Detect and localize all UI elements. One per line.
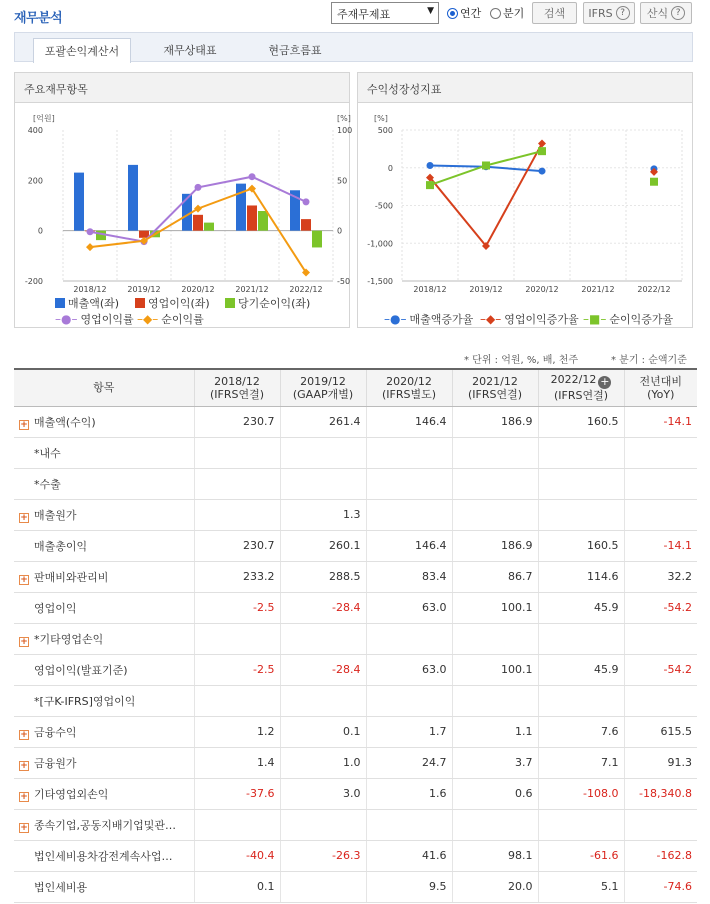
table-row [14, 778, 697, 809]
y-tick-label: 0 [387, 163, 393, 173]
y-tick-label: -1,500 [367, 277, 393, 286]
table-row [14, 654, 697, 685]
tab-income-statement[interactable]: 포괄손익계산서 [33, 38, 131, 63]
value-cell [280, 871, 366, 902]
value-cell: 20.0 [452, 871, 538, 902]
value-cell: -2.5 [194, 592, 280, 623]
row-label: *기타영업손익 [34, 632, 104, 646]
x-tick-label: 2019/12 [469, 285, 503, 294]
value-cell: -28.4 [280, 592, 366, 623]
y-tick-label: -1,000 [367, 239, 393, 249]
row-label: 법인세비용차감전계속사업… [34, 849, 173, 863]
income-statement-table [14, 368, 697, 903]
expand-icon[interactable]: + [20, 636, 28, 647]
value-cell [452, 437, 538, 468]
value-cell [366, 468, 452, 499]
legend-label: 순이익률 [161, 313, 204, 326]
value-cell: 186.9 [452, 406, 538, 437]
value-cell [194, 809, 280, 840]
ifrs-label: IFRS [588, 6, 613, 20]
legend-label: 당기순이익(좌) [238, 297, 311, 310]
circle-marker-icon: –●– [55, 312, 78, 326]
value-cell [538, 437, 624, 468]
value-cell: -26.3 [280, 840, 366, 871]
page-title: 재무분석 [14, 11, 63, 26]
legend-net-margin[interactable] [137, 311, 204, 327]
value-cell: 9.5 [366, 871, 452, 902]
value-cell: -54.2 [624, 654, 697, 685]
value-cell: -40.4 [194, 840, 280, 871]
value-cell: -74.6 [624, 871, 697, 902]
table-row [14, 747, 697, 778]
legend-net-income[interactable] [225, 295, 310, 311]
radio-quarter-label: 분기 [503, 7, 525, 20]
line-point [650, 178, 658, 186]
expand-icon[interactable]: + [20, 791, 28, 802]
legend-label: 영업이익증가율 [504, 313, 579, 326]
value-cell: 1.4 [194, 747, 280, 778]
statement-tabs [14, 32, 693, 62]
quarter-note: * 분기 : 순액기준 [611, 355, 687, 366]
bar-2 [312, 231, 322, 248]
formula-button[interactable] [640, 2, 692, 24]
line-series [430, 143, 542, 246]
line-point [482, 161, 490, 169]
bar-1 [247, 205, 257, 230]
value-cell [194, 437, 280, 468]
y-tick-label: 400 [27, 126, 43, 135]
chevron-down-icon: ▼ [427, 6, 434, 16]
report-type-select[interactable] [331, 2, 439, 24]
y2-tick-label: 50 [337, 176, 348, 186]
value-cell: 615.5 [624, 716, 697, 747]
expand-icon[interactable]: + [20, 822, 28, 833]
header-period [366, 369, 452, 406]
value-cell: 91.3 [624, 747, 697, 778]
value-cell [452, 623, 538, 654]
table-row [14, 561, 697, 592]
header-sublabel: (IFRS연결) [553, 389, 609, 403]
header-sublabel: (IFRS별도) [381, 387, 437, 401]
growth-chart [358, 104, 692, 328]
value-cell: 160.5 [538, 530, 624, 561]
bar-1 [301, 219, 311, 231]
value-cell [280, 468, 366, 499]
value-cell: 32.2 [624, 561, 697, 592]
x-tick-label: 2018/12 [73, 285, 107, 294]
value-cell [366, 437, 452, 468]
row-label-cell [14, 468, 194, 499]
formula-label: 산식 [646, 7, 669, 20]
header-label: 2019/12 [300, 374, 346, 388]
key-items-panel [14, 72, 353, 328]
value-cell: -14.1 [624, 406, 697, 437]
value-cell [366, 623, 452, 654]
bar-1 [193, 215, 203, 231]
help-icon: ? [616, 6, 630, 20]
y-tick-label: 0 [37, 226, 43, 236]
header-sublabel: (IFRS연결) [467, 387, 523, 401]
legend-revenue-growth[interactable] [384, 311, 473, 327]
header-period [194, 369, 280, 406]
expand-icon[interactable]: + [20, 574, 28, 585]
report-type-value: 주재무제표 [337, 8, 391, 21]
legend-label: 영업이익률 [80, 313, 134, 326]
bar-2 [258, 211, 268, 231]
row-label: *[구K-IFRS]영업이익 [34, 694, 136, 708]
growth-panel [357, 72, 693, 328]
legend-op-growth[interactable] [480, 311, 579, 327]
row-label: 법인세비용 [34, 880, 88, 894]
x-tick-label: 2021/12 [235, 285, 269, 294]
value-cell: 146.4 [366, 406, 452, 437]
value-cell: 63.0 [366, 592, 452, 623]
value-cell [538, 623, 624, 654]
key-items-title: 주요재무항목 [15, 73, 349, 103]
value-cell: 1.7 [366, 716, 452, 747]
table-row [14, 840, 697, 871]
row-label: 매출액(수익) [34, 415, 96, 429]
row-label-cell [14, 871, 194, 902]
row-label: 매출원가 [34, 508, 77, 522]
value-cell: 160.5 [538, 406, 624, 437]
bar-0 [128, 165, 138, 231]
help-icon: ? [671, 6, 685, 20]
value-cell [538, 499, 624, 530]
legend-net-growth[interactable] [583, 311, 673, 327]
value-cell: 45.9 [538, 592, 624, 623]
row-label-cell [14, 437, 194, 468]
value-cell [538, 809, 624, 840]
header-label: 항목 [93, 381, 115, 395]
table-row [14, 716, 697, 747]
top-bar [0, 0, 710, 30]
x-tick-label: 2019/12 [127, 285, 161, 294]
square-marker-icon: –■– [583, 312, 607, 326]
table-row [14, 623, 697, 654]
header-sublabel: (IFRS연결) [209, 387, 265, 401]
x-tick-label: 2022/12 [637, 285, 671, 294]
value-cell: 1.3 [280, 499, 366, 530]
row-label-cell [14, 530, 194, 561]
header-label: 2022/12 [550, 373, 597, 387]
value-cell: 45.9 [538, 654, 624, 685]
value-cell [452, 499, 538, 530]
table-row [14, 871, 697, 902]
header-item [14, 369, 194, 406]
value-cell: 7.1 [538, 747, 624, 778]
diamond-marker-icon: –◆– [480, 312, 502, 326]
value-cell: 0.1 [194, 871, 280, 902]
y2-axis-unit: [%] [337, 114, 351, 123]
value-cell [280, 437, 366, 468]
line-point [87, 228, 94, 235]
line-point [195, 184, 202, 191]
value-cell: 233.2 [194, 561, 280, 592]
table-row [14, 406, 697, 437]
value-cell: -2.5 [194, 654, 280, 685]
row-label: 금융수익 [34, 725, 77, 739]
value-cell: 83.4 [366, 561, 452, 592]
value-cell [194, 623, 280, 654]
value-cell: 230.7 [194, 530, 280, 561]
value-cell [538, 685, 624, 716]
y2-tick-label: 100 [337, 126, 353, 135]
row-label: 판매비와관리비 [34, 570, 109, 584]
bar-2 [204, 223, 214, 231]
value-cell [366, 499, 452, 530]
value-cell: -28.4 [280, 654, 366, 685]
header-label: 전년대비 [639, 374, 682, 388]
value-cell: 146.4 [366, 530, 452, 561]
table-row [14, 809, 697, 840]
x-tick-label: 2020/12 [181, 285, 215, 294]
line-point [303, 198, 310, 205]
value-cell: 114.6 [538, 561, 624, 592]
y-tick-label: -500 [374, 201, 393, 211]
value-cell: 1.1 [452, 716, 538, 747]
growth-title: 수익성장성지표 [358, 73, 692, 103]
value-cell: 260.1 [280, 530, 366, 561]
header-period [452, 369, 538, 406]
x-tick-label: 2021/12 [581, 285, 615, 294]
x-tick-label: 2018/12 [413, 285, 447, 294]
row-label-cell [14, 685, 194, 716]
y-tick-label: 200 [27, 176, 43, 186]
value-cell: -18,340.8 [624, 778, 697, 809]
expand-icon[interactable]: + [20, 760, 28, 771]
value-cell: 186.9 [452, 530, 538, 561]
value-cell: 86.7 [452, 561, 538, 592]
value-cell [366, 685, 452, 716]
radio-on-icon [447, 8, 458, 19]
y-tick-label: -200 [24, 277, 43, 286]
row-label: *내수 [34, 446, 61, 460]
line-point [86, 243, 94, 251]
value-cell: 100.1 [452, 592, 538, 623]
value-cell: -162.8 [624, 840, 697, 871]
line-point [538, 139, 546, 147]
value-cell: -61.6 [538, 840, 624, 871]
radio-annual-label: 연간 [460, 7, 482, 20]
header-label: 2018/12 [214, 374, 260, 388]
legend-swatch [135, 298, 145, 308]
value-cell: 230.7 [194, 406, 280, 437]
radio-off-icon [490, 8, 501, 19]
row-label-cell[interactable] [14, 561, 194, 592]
legend-label: 영업이익(좌) [148, 297, 210, 310]
legend-revenue[interactable] [55, 295, 119, 311]
bar-0 [74, 173, 84, 231]
expand-icon[interactable]: + [20, 419, 28, 430]
legend-label: 순이익증가율 [609, 313, 674, 326]
value-cell [624, 437, 697, 468]
header-label: 2021/12 [472, 374, 518, 388]
add-column-icon[interactable]: + [600, 375, 610, 389]
expand-icon[interactable]: + [20, 512, 28, 523]
value-cell [194, 499, 280, 530]
search-button[interactable]: 검색 [532, 2, 577, 24]
tab-cash-flow[interactable]: 현금흐름표 [268, 44, 322, 57]
ifrs-button[interactable] [583, 2, 635, 24]
value-cell: 3.7 [452, 747, 538, 778]
value-cell [280, 623, 366, 654]
table-header-row [14, 369, 697, 406]
row-label: 금융원가 [34, 756, 77, 770]
y2-tick-label: -50 [337, 277, 351, 286]
header-sublabel: (YoY) [647, 387, 675, 401]
value-cell: 63.0 [366, 654, 452, 685]
value-cell: 0.6 [452, 778, 538, 809]
value-cell [366, 809, 452, 840]
radio-annual[interactable] [447, 5, 481, 21]
row-label-cell[interactable] [14, 778, 194, 809]
value-cell [624, 468, 697, 499]
value-cell: 5.1 [538, 871, 624, 902]
legend-operating-profit[interactable] [135, 295, 210, 311]
tab-balance-sheet[interactable]: 재무상태표 [163, 44, 217, 57]
row-label-cell [14, 840, 194, 871]
value-cell: 1.0 [280, 747, 366, 778]
legend-label: 매출액(좌) [68, 297, 120, 310]
row-label-cell[interactable] [14, 499, 194, 530]
header-sublabel: (GAAP개별) [292, 387, 354, 401]
value-cell: 288.5 [280, 561, 366, 592]
value-cell [452, 468, 538, 499]
legend-swatch [225, 298, 235, 308]
value-cell: -108.0 [538, 778, 624, 809]
row-label-cell [14, 654, 194, 685]
value-cell: 0.1 [280, 716, 366, 747]
row-label: 매출총이익 [34, 539, 88, 553]
value-cell [452, 685, 538, 716]
value-cell [452, 809, 538, 840]
header-period [624, 369, 697, 406]
value-cell [280, 809, 366, 840]
row-label-cell[interactable] [14, 406, 194, 437]
value-cell: 3.0 [280, 778, 366, 809]
value-cell: -54.2 [624, 592, 697, 623]
value-cell: 261.4 [280, 406, 366, 437]
radio-quarter[interactable] [490, 5, 524, 21]
row-label: *수출 [34, 477, 61, 491]
header-label: 2020/12 [386, 374, 432, 388]
unit-note: * 단위 : 억원, %, 배, 천주 [464, 355, 579, 366]
legend-op-margin[interactable] [55, 311, 134, 327]
value-cell: 7.6 [538, 716, 624, 747]
row-label-cell[interactable] [14, 716, 194, 747]
value-cell [624, 685, 697, 716]
table-row [14, 468, 697, 499]
expand-icon[interactable]: + [20, 729, 28, 740]
line-point [427, 162, 434, 169]
value-cell [624, 499, 697, 530]
row-label: 영업이익(발표기준) [34, 663, 128, 677]
value-cell [538, 468, 624, 499]
row-label-cell [14, 592, 194, 623]
value-cell [194, 685, 280, 716]
header-period [280, 369, 366, 406]
y2-tick-label: 0 [337, 226, 343, 236]
line-point [538, 147, 546, 155]
value-cell [194, 468, 280, 499]
value-cell [280, 685, 366, 716]
diamond-marker-icon: –◆– [137, 312, 159, 326]
value-cell [624, 809, 697, 840]
row-label: 영업이익 [34, 601, 77, 615]
value-cell: 41.6 [366, 840, 452, 871]
value-cell [624, 623, 697, 654]
y-axis-unit: [억원] [33, 114, 55, 123]
row-label-cell[interactable] [14, 623, 194, 654]
circle-marker-icon: –●– [384, 312, 407, 326]
line-point [249, 173, 256, 180]
value-cell: 1.2 [194, 716, 280, 747]
row-label: 종속기업,공동지배기업및관… [34, 818, 177, 832]
value-cell: 24.7 [366, 747, 452, 778]
table-row [14, 499, 697, 530]
y-tick-label: 500 [377, 126, 393, 135]
row-label-cell[interactable] [14, 809, 194, 840]
value-cell: 98.1 [452, 840, 538, 871]
table-row [14, 685, 697, 716]
table-row [14, 437, 697, 468]
value-cell: -37.6 [194, 778, 280, 809]
y-axis-unit: [%] [374, 114, 388, 123]
table-row [14, 530, 697, 561]
value-cell: -14.1 [624, 530, 697, 561]
value-cell: 1.6 [366, 778, 452, 809]
legend-label: 매출액증가율 [409, 313, 474, 326]
x-tick-label: 2022/12 [289, 285, 323, 294]
row-label: 기타영업외손익 [34, 787, 109, 801]
x-tick-label: 2020/12 [525, 285, 559, 294]
row-label-cell[interactable] [14, 747, 194, 778]
table-row [14, 592, 697, 623]
header-period [538, 369, 624, 406]
value-cell: 100.1 [452, 654, 538, 685]
line-point [539, 168, 546, 175]
legend-swatch [55, 298, 65, 308]
line-point [426, 181, 434, 189]
